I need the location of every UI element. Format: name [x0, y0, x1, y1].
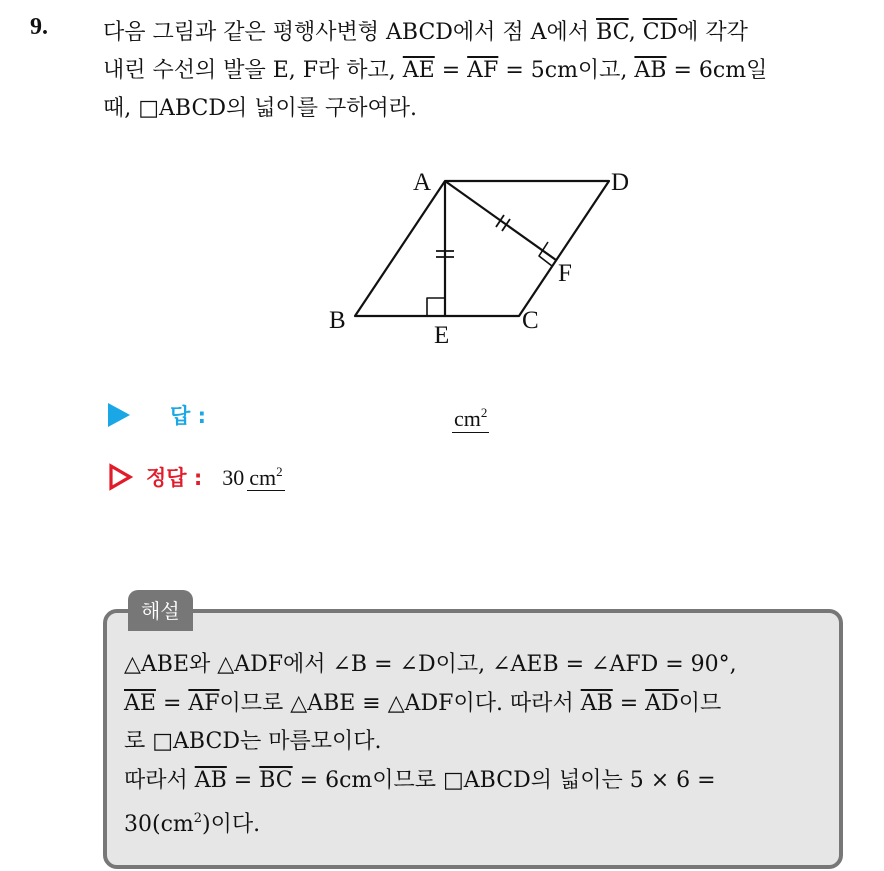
segment-symbol: $\overline{CD}$	[642, 20, 678, 45]
segment-symbol: $\overline{AB}$	[194, 767, 227, 793]
text-segment: 에 각각	[677, 20, 748, 45]
correct-answer-label: 정답 :	[146, 466, 203, 490]
question-number: 9.	[30, 14, 48, 40]
label-point-e: E	[434, 322, 450, 349]
segment-symbol: $\overline{AD}$	[645, 690, 679, 716]
text-segment: 이므	[678, 690, 722, 716]
text-line	[124, 800, 824, 845]
answer-blank[interactable]	[452, 400, 489, 433]
play-arrow-icon	[108, 403, 130, 427]
text-segment: =	[434, 58, 468, 83]
right-angle-mark-f	[539, 242, 552, 266]
text-segment: ,	[628, 20, 643, 45]
parallelogram-figure	[0, 0, 884, 400]
text-segment: 로 □ABCD는 마름모이다.	[124, 729, 382, 754]
text-segment: △ABE와 △ADF에서 ∠B = ∠D이고, ∠AEB = ∠AFD = 90°,	[124, 652, 737, 677]
answer-label: 답 :	[170, 404, 206, 428]
text-segment: 따라서	[124, 767, 195, 793]
label-point-b: B	[329, 307, 346, 334]
text-segment: 때, □ABCD의 넓이를 구하여라.	[103, 96, 417, 121]
segment-symbol: $\overline{AB}$	[580, 690, 613, 716]
text-segment: 내린 수선의 발을 E, F라 하고,	[103, 58, 403, 83]
label-point-f: F	[558, 260, 572, 287]
superscript: 2	[193, 811, 203, 826]
text-segment: 이므로 △ABE ≡ △ADF이다. 따라서	[219, 690, 581, 716]
segment-symbol: $\overline{AF}$	[188, 690, 220, 716]
text-segment: )이다.	[202, 812, 261, 837]
correct-answer-unit-exponent: 2	[276, 463, 283, 479]
correct-answer-row	[108, 462, 285, 492]
segment-symbol: $\overline{AE}$	[402, 58, 435, 83]
text-segment: 다음 그림과 같은 평행사변형 ABCD에서 점 A에서	[103, 20, 597, 45]
play-outline-arrow-icon	[108, 463, 134, 491]
text-line	[124, 723, 824, 762]
answer-row	[108, 400, 206, 430]
answer-unit: cm	[454, 406, 481, 431]
label-point-c: C	[522, 307, 539, 334]
segment-symbol: $\overline{BC}$	[259, 767, 293, 793]
solution-tag: 해설	[128, 590, 193, 631]
segment-symbol: $\overline{BC}$	[596, 20, 629, 45]
solution-text	[124, 646, 824, 845]
text-segment: = 5cm이고,	[498, 58, 635, 83]
text-segment: 30(cm	[124, 812, 194, 837]
text-line	[124, 646, 824, 685]
correct-answer-unit-base: cm	[249, 464, 277, 490]
text-segment: =	[155, 690, 189, 716]
segment-symbol: $\overline{AF}$	[467, 58, 499, 83]
right-angle-mark-e	[427, 298, 445, 316]
text-line	[124, 685, 824, 724]
answer-unit-exponent: 2	[480, 405, 488, 420]
correct-answer-unit	[247, 465, 284, 491]
label-point-d: D	[611, 169, 630, 196]
text-segment: = 6cm이므로 □ABCD의 넓이는 5 × 6 =	[292, 767, 716, 793]
segment-symbol: $\overline{AB}$	[634, 58, 667, 83]
parallelogram-abcd	[355, 181, 609, 316]
text-segment: = 6cm일	[666, 58, 768, 83]
correct-answer-value	[222, 464, 284, 491]
text-segment: =	[612, 690, 646, 716]
text-segment: =	[226, 767, 260, 793]
label-point-a: A	[413, 169, 432, 196]
segment-symbol: $\overline{AE}$	[124, 690, 156, 716]
correct-answer-number: 30	[222, 464, 245, 490]
text-line	[124, 762, 824, 801]
